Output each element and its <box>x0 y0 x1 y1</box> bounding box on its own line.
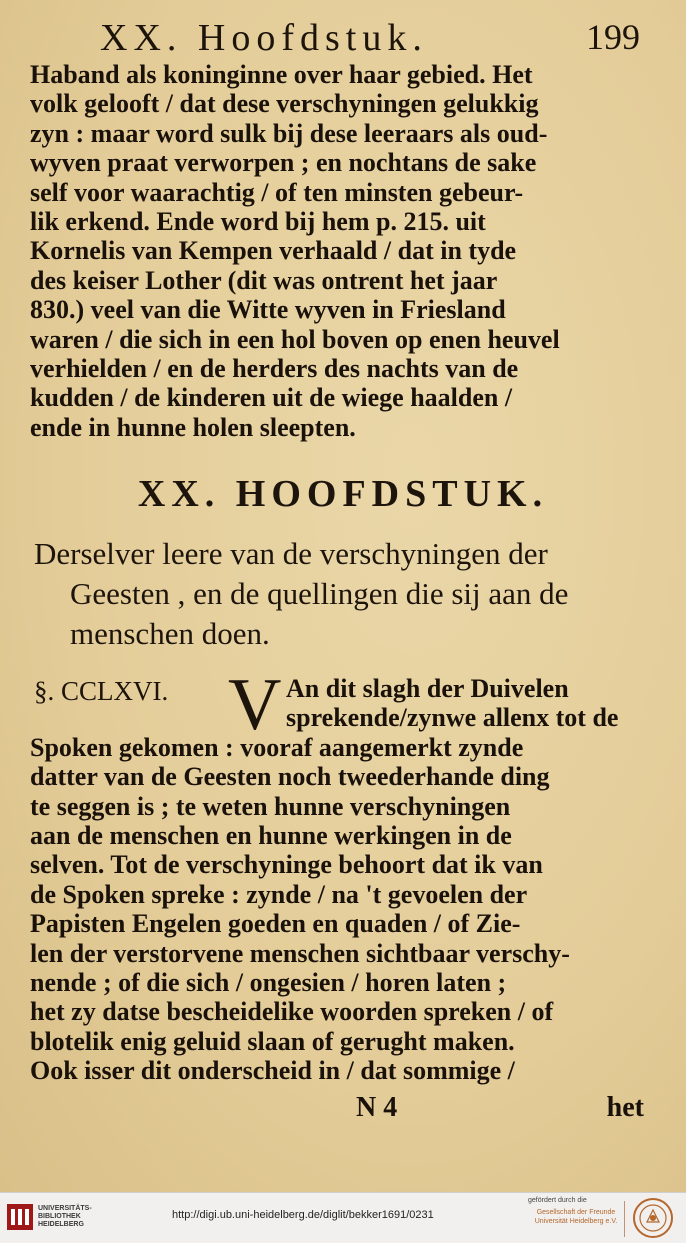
running-title: XX. Hoofdstuk. <box>100 17 428 59</box>
running-header <box>100 16 640 60</box>
chapter-title: XX. HOOFDSTUK. <box>137 473 549 515</box>
text-line: de Spoken spreke : zynde / na 't gevoelen der <box>30 879 528 909</box>
society-line: Gesellschaft der Freunde <box>536 1209 616 1216</box>
text-line: An dit slagh der Duivelen <box>286 674 569 703</box>
divider <box>624 1201 625 1237</box>
section-label: §. CCLXVI. <box>34 676 169 706</box>
subtitle-line: menschen doen. <box>70 616 270 651</box>
text-line: Haband als koninginne over haar gebied. Het <box>30 60 533 89</box>
library-line: UNIVERSITÄTS- <box>38 1205 92 1212</box>
page-number: 199 <box>586 17 640 57</box>
text-line: 830.) veel van die Witte wyven in Friesland <box>30 295 506 325</box>
signature-mark: N 4 <box>356 1092 398 1123</box>
text-line: nende ; of die sich / ongesien / horen laten ; <box>30 968 507 998</box>
subtitle-line: Derselver leere van de verschyningen der <box>34 536 548 571</box>
text-line: wyven praat verworpen ; en nochtans de sake <box>30 148 537 178</box>
text-line: selven. Tot de verschyninge behoort dat ik van <box>30 850 543 880</box>
text-line: blotelik enig geluid slaan of gerught maken. <box>30 1026 515 1056</box>
text-line: datter van de Geesten noch tweederhande ding <box>30 762 550 792</box>
text-line: sprekende/zynwe allenx tot de <box>286 703 619 733</box>
library-line: BIBLIOTHEK <box>38 1213 81 1220</box>
text-line: waren / die sich in een hol boven op enen heuvel <box>30 324 560 354</box>
text-line: kudden / de kinderen uit de wiege haalden / <box>30 383 513 413</box>
chapter-subtitle <box>34 534 648 654</box>
society-name <box>526 1209 626 1226</box>
society-seal-icon <box>632 1197 674 1239</box>
text-line: lik erkend. Ende word bij hem p. 215. uit <box>30 207 486 237</box>
subtitle-line: Geesten , en de quellingen die sij aan de <box>70 576 569 611</box>
text-line: len der verstorvene menschen sichtbaar verschy- <box>30 938 570 968</box>
text-line: aan de menschen en hunne werkingen in de <box>30 821 512 851</box>
text-line: des keiser Lother (dit was ontrent het jaar <box>30 265 498 295</box>
text-line: Papisten Engelen goeden en quaden / of Zie- <box>30 909 521 939</box>
paragraph-top <box>30 60 644 442</box>
text-line: zyn : maar word sulk bij dese leeraars als oud- <box>30 118 548 148</box>
text-line: Ook isser dit onderscheid in / dat sommige / <box>30 1056 515 1086</box>
footer-bar <box>0 1192 686 1243</box>
funded-by-label: gefördert durch die <box>528 1197 587 1204</box>
permalink-url[interactable]: http://digi.ub.uni-heidelberg.de/diglit/bekker1691/0231 <box>172 1209 434 1221</box>
catchword: het <box>606 1092 644 1123</box>
society-line: Universität Heidelberg e.V. <box>534 1217 618 1225</box>
library-line: HEIDELBERG <box>38 1221 84 1228</box>
text-line: self voor waarachtig / of ten minsten gebeur- <box>30 177 524 207</box>
drop-cap: V <box>228 664 282 746</box>
text-line: Spoken gekomen : vooraf aangemerkt zynde <box>30 732 524 762</box>
library-name <box>38 1205 118 1229</box>
text-line: volk gelooft / dat dese verschyningen gelukkig <box>30 89 539 119</box>
text-line: te seggen is ; te weten hunne verschyningen <box>30 791 511 821</box>
text-line: verhielden / en de herders des nachts van de <box>30 354 519 384</box>
university-library-logo-icon <box>6 1203 34 1231</box>
text-line: het zy datse bescheidelike woorden spreken / of <box>30 997 554 1027</box>
text-line: ende in hunne holen sleepten. <box>30 412 356 442</box>
section-text <box>30 674 646 1086</box>
text-line: Kornelis van Kempen verhaald / dat in tyde <box>30 236 517 266</box>
